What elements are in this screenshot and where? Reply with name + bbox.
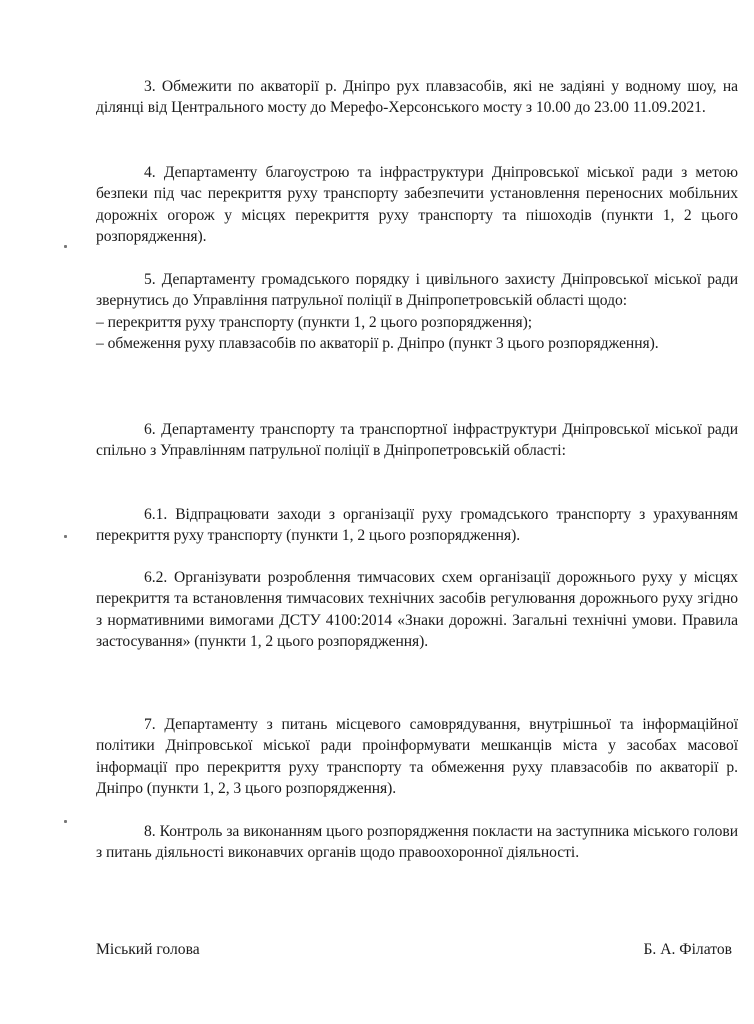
scan-speck	[64, 535, 67, 538]
scan-speck	[64, 820, 67, 823]
paragraph-4-text: 4. Департаменту благоустрою та інфраструктури Дніпровської міської ради з метою безпеки під час перекриття руху транспорту забезпечити установлення переносних мобільних дорожніх огорож у місцях перекриття руху транспорту та пішоходів (пункти 1, 2 цього розпорядження).	[96, 164, 738, 245]
paragraph-4	[96, 162, 738, 247]
paragraph-6	[96, 419, 738, 462]
paragraph-6-1	[96, 504, 738, 547]
paragraph-6-2-text: 6.2. Організувати розроблення тимчасових схем організації дорожнього руху у місцях перекриття та встановлення тимчасових технічних засобів регулювання дорожнього руху згідно з нормативними вимогами ДСТУ 4100:2014 «Знаки дорожні. Загальні технічні умови. Правила застосування» (пункти 1, 2 цього розпорядження).	[96, 569, 738, 650]
paragraph-6-1-text: 6.1. Відпрацювати заходи з організації руху громадського транспорту з урахуванням перекриття руху транспорту (пункти 1, 2 цього розпорядження).	[96, 506, 738, 545]
paragraph-3	[96, 76, 738, 119]
signature-position: Міський голова	[96, 941, 200, 958]
paragraph-8-text: 8. Контроль за виконанням цього розпорядження покласти на заступника міського голови з питань діяльності виконавчих органів щодо правоохоронної діяльності.	[96, 823, 738, 862]
paragraph-7-text: 7. Департаменту з питань місцевого самоврядування, внутрішньої та інформаційної політики Дніпровської міської ради проінформувати мешканців міста у засобах масової інформації про перекриття руху транспорту та обмеження руху плавзасобів по акваторії р. Дніпро (пункти 1, 2, 3 цього розпорядження).	[96, 716, 738, 797]
paragraph-7	[96, 714, 738, 799]
paragraph-8	[96, 821, 738, 864]
scan-speck	[64, 245, 67, 248]
paragraph-5	[96, 269, 738, 354]
paragraph-6-2	[96, 567, 738, 652]
paragraph-5-intro: 5. Департаменту громадського порядку і цивільного захисту Дніпровської міської ради звернутись до Управління патрульної поліції в Дніпропетровській області щодо:	[96, 271, 738, 310]
paragraph-5-item-2: – обмеження руху плавзасобів по акваторії р. Дніпро (пункт 3 цього розпорядження).	[96, 334, 659, 352]
signature-name: Б. А. Філатов	[643, 941, 732, 958]
paragraph-6-text: 6. Департаменту транспорту та транспортної інфраструктури Дніпровської міської ради спільно з Управлінням патрульної поліції в Дніпропетровській області:	[96, 421, 738, 460]
paragraph-3-text: 3. Обмежити по акваторії р. Дніпро рух плавзасобів, які не задіяні у водному шоу, на ділянці від Центрального мосту до Мерефо-Херсонського мосту з 10.00 до 23.00 11.09.2021.	[96, 78, 738, 117]
paragraph-5-item-1: – перекриття руху транспорту (пункти 1, 2 цього розпорядження);	[96, 313, 533, 331]
